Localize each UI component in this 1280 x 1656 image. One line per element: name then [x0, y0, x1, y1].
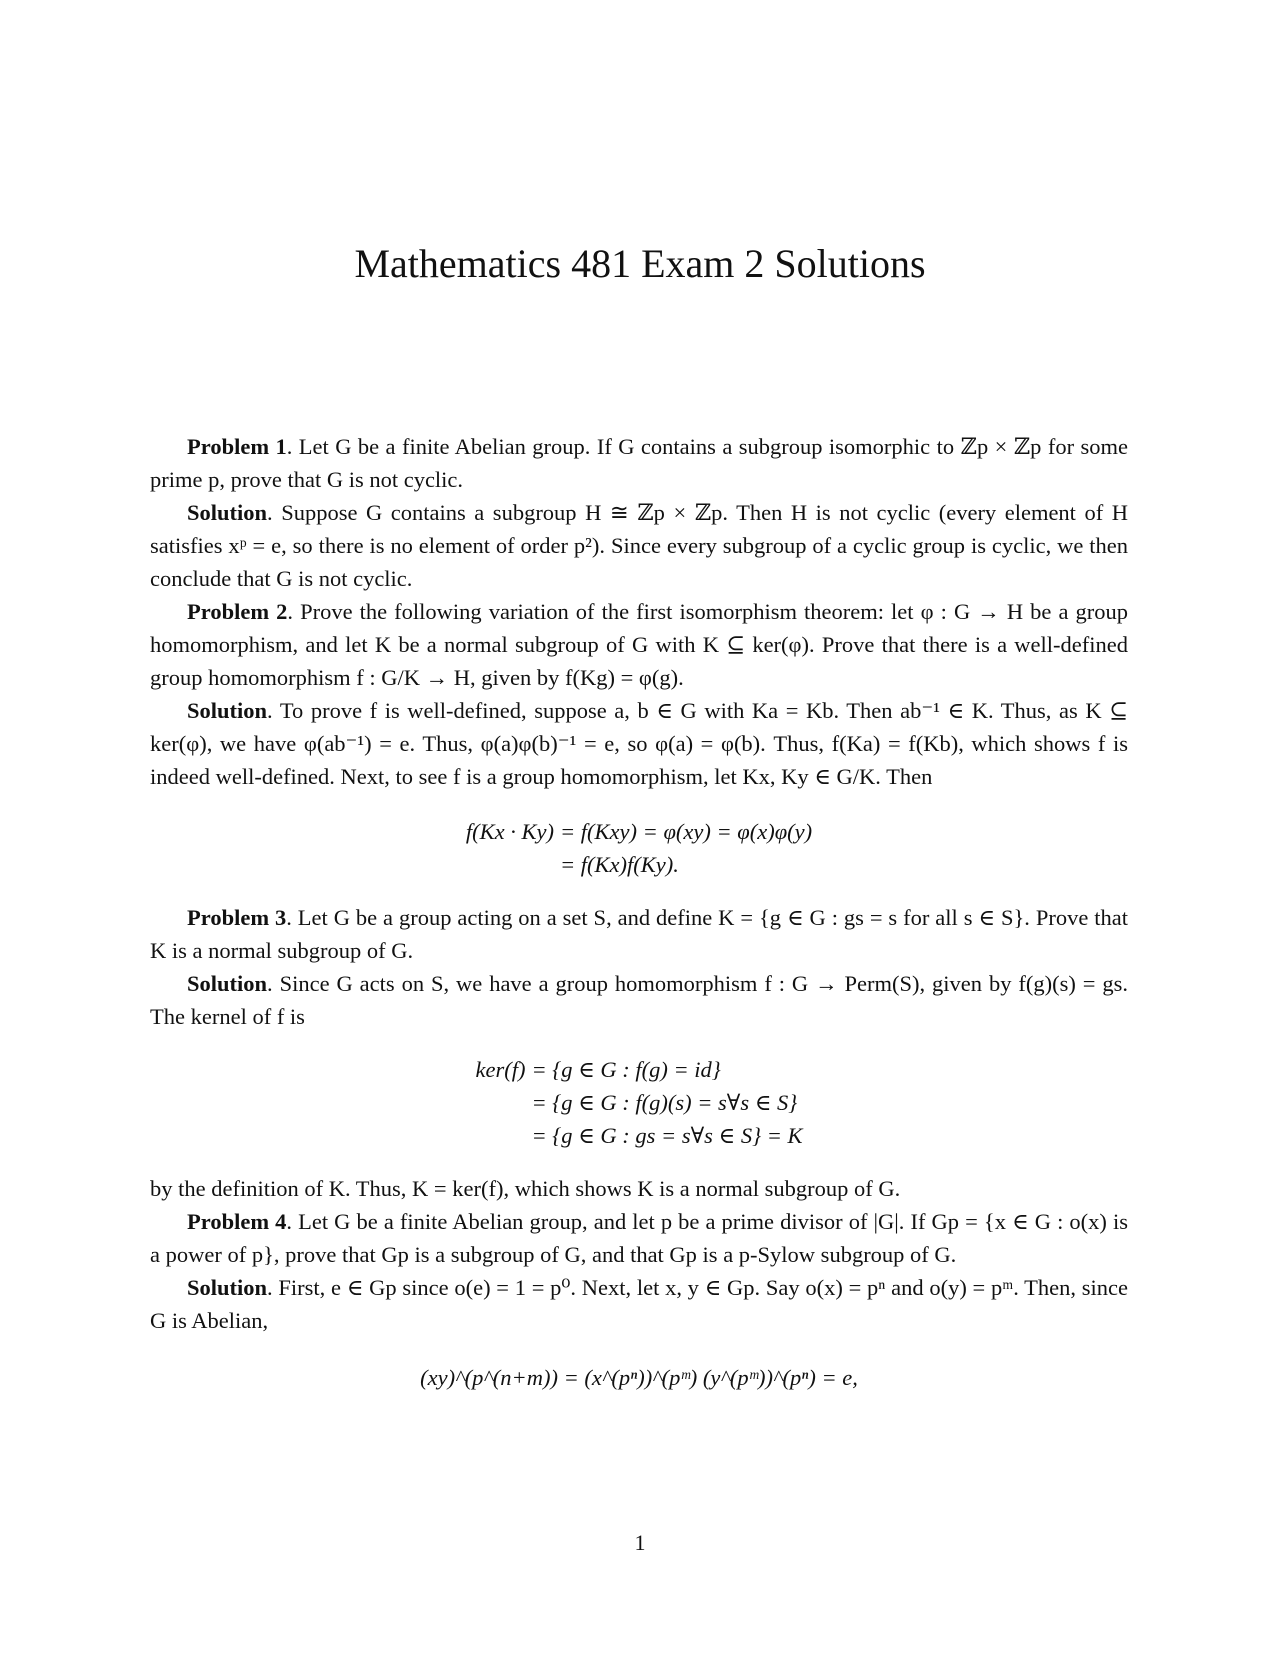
equation-kernel: [150, 1053, 1128, 1152]
problem-2: [150, 595, 1128, 694]
solution-2-label: Solution: [187, 698, 268, 723]
solution-4: [150, 1271, 1128, 1337]
problem-4-text: . Let G be a finite Abelian group, and let p be a prime divisor of |G|. If Gp = {x ∈ G : o(x) is a power of p}, prove that Gp is a subgroup of G, and that Gp is a p-Sylow subgroup of G.: [150, 1209, 1128, 1267]
problem-3: [150, 901, 1128, 967]
equation-homomorphism: [150, 815, 1128, 881]
solution-1: [150, 496, 1128, 595]
problem-1-text: . Let G be a finite Abelian group. If G contains a subgroup isomorphic to ℤp × ℤp for some prime p, prove that G is not cyclic.: [150, 434, 1128, 492]
problem-4: [150, 1205, 1128, 1271]
solution-4-text: . First, e ∈ Gp since o(e) = 1 = p⁰. Next, let x, y ∈ Gp. Say o(x) = pⁿ and o(y) = pᵐ. Then, since G is Abelian,: [150, 1275, 1128, 1333]
problem-3-text: . Let G be a group acting on a set S, and define K = {g ∈ G : gs = s for all s ∈ S}. Prove that K is a normal subgroup of G.: [150, 905, 1128, 963]
problem-1: [150, 430, 1128, 496]
solution-3: [150, 967, 1128, 1033]
solution-2-text: . To prove f is well-defined, suppose a, b ∈ G with Ka = Kb. Then ab⁻¹ ∈ K. Thus, as K ⊆ ker(φ), we have φ(ab⁻¹) = e. Thus, φ(a)φ(b)⁻¹ = e, so φ(a) = φ(b). Thus, f(Ka) = f(Kb), which shows f is indeed well-defined. Next, to see f is a group homomorphism, let Kx, Ky ∈ G/K. Then: [150, 698, 1128, 789]
problem-2-text: . Prove the following variation of the first isomorphism theorem: let φ : G → H be a group homomorphism, and let K be a normal subgroup of G with K ⊆ ker(φ). Prove that there is a well-defined group homomorphism f : G/K → H, given by f(Kg) = φ(g).: [150, 599, 1128, 690]
equation-power: (xy)^(p^(n+m)) = (x^(pⁿ))^(pᵐ) (y^(pᵐ))^(pⁿ) = e,: [420, 1365, 858, 1390]
solution-1-label: Solution: [187, 500, 268, 525]
kernel-lhs: ker(f): [475, 1057, 526, 1082]
solution-4-label: Solution: [187, 1275, 268, 1300]
problem-2-label: Problem 2: [187, 599, 288, 624]
solution-3-text: . Since G acts on S, we have a group homomorphism f : G → Perm(S), given by f(g)(s) = gs. The kernel of f is: [150, 971, 1128, 1029]
equation-rhs-line-2: = f(Kx)f(Ky).: [559, 852, 679, 877]
equation-lhs: f(Kx · Ky): [465, 819, 554, 844]
solution-1-text: . Suppose G contains a subgroup H ≅ ℤp × ℤp. Then H is not cyclic (every element of H satisfies xᵖ = e, so there is no element of order p²). Since every subgroup of a cyclic group is cyclic, we then conclude that G is not cyclic.: [150, 500, 1128, 591]
kernel-rhs-line-1: = {g ∈ G : f(g) = id}: [531, 1057, 721, 1082]
solution-3-conclusion: by the definition of K. Thus, K = ker(f), which shows K is a normal subgroup of G.: [150, 1176, 901, 1201]
problem-3-label: Problem 3: [187, 905, 287, 930]
problem-4-label: Problem 4: [187, 1209, 287, 1234]
page-number: 1: [634, 1530, 646, 1555]
page-title: Mathematics 481 Exam 2 Solutions: [354, 241, 926, 286]
kernel-rhs-line-2: = {g ∈ G : f(g)(s) = s∀s ∈ S}: [531, 1090, 798, 1115]
problem-1-label: Problem 1: [187, 434, 287, 459]
solution-3-label: Solution: [187, 971, 268, 996]
solution-2: [150, 694, 1128, 793]
kernel-rhs-line-3: = {g ∈ G : gs = s∀s ∈ S} = K: [531, 1123, 803, 1148]
document-body: [150, 430, 1128, 1394]
equation-rhs-line-1: = f(Kxy) = φ(xy) = φ(x)φ(y): [559, 819, 813, 844]
